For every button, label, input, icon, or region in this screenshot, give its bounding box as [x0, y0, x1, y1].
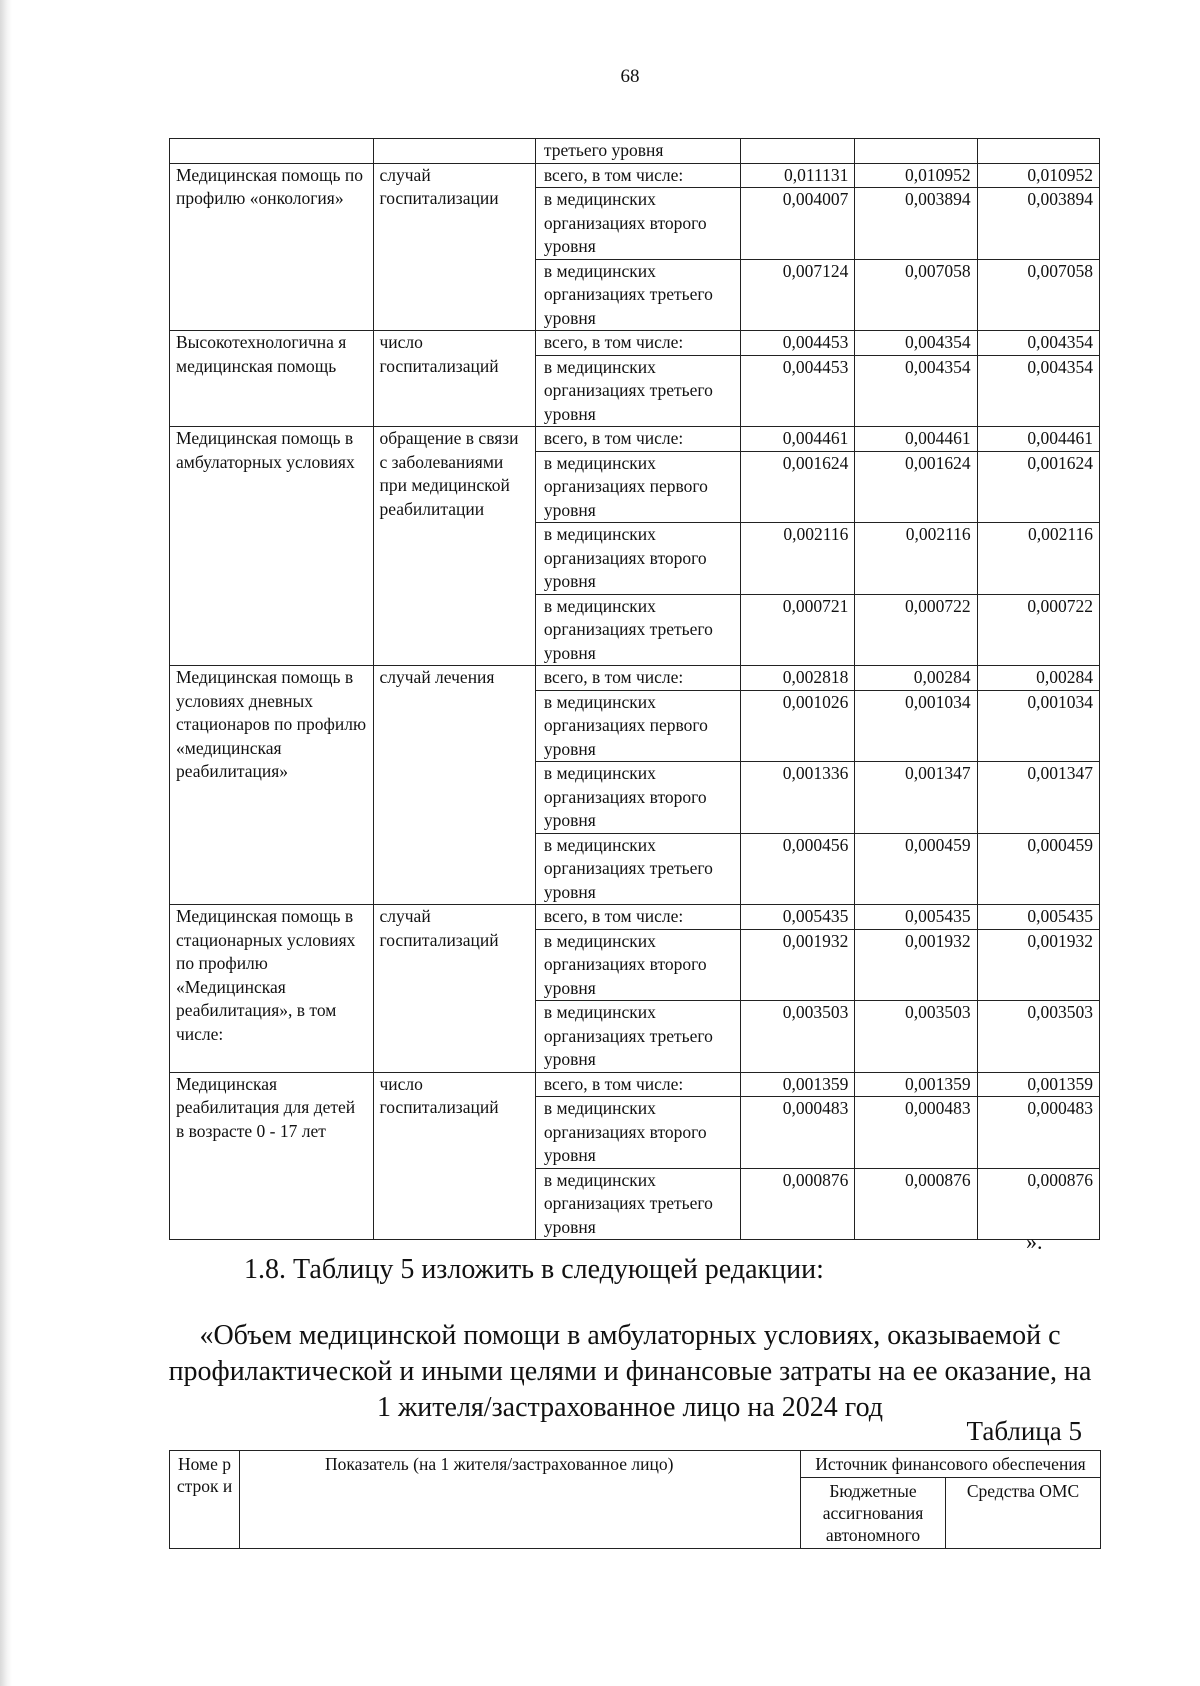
level-cell: в медицинских организациях второго уровня — [535, 929, 741, 1001]
value-cell-1: 0,000483 — [741, 1097, 855, 1169]
value-cell-1: 0,001026 — [741, 690, 855, 762]
level-cell: в медицинских организациях первого уровня — [535, 451, 741, 523]
value-cell-3: 0,000876 — [977, 1168, 1099, 1240]
level-cell: всего, в том числе: — [535, 427, 741, 452]
table5-oms-header: Средства ОМС — [946, 1478, 1101, 1549]
value-cell-3: 0,000459 — [977, 833, 1099, 905]
value-cell-1: 0,007124 — [741, 259, 855, 331]
value-cell-3: 0,004354 — [977, 355, 1099, 427]
value-cell-3: 0,001359 — [977, 1072, 1099, 1097]
continued-volume-table — [169, 138, 1100, 1240]
table5-budget-header: Бюджетные ассигнования автономного — [801, 1478, 946, 1549]
table-row — [170, 163, 1100, 188]
group-name-cell: Медицинская помощь в стационарных условиях по профилю «Медицинская реабилитация», в том числе: — [170, 905, 374, 1073]
unit-cell: случай госпитализаций — [373, 905, 535, 1073]
value-cell-1: 0,001932 — [741, 929, 855, 1001]
value-cell-1: 0,001336 — [741, 762, 855, 834]
value-cell-1: 0,000721 — [741, 594, 855, 666]
value-cell-1: 0,000876 — [741, 1168, 855, 1240]
group-name-cell: Медицинская реабилитация для детей в возрасте 0 - 17 лет — [170, 1072, 374, 1240]
level-cell: всего, в том числе: — [535, 1072, 741, 1097]
value-cell-3: 0,001347 — [977, 762, 1099, 834]
level-cell: в медицинских организациях третьего уровня — [535, 833, 741, 905]
value-cell-2: 0,003894 — [855, 188, 977, 260]
level-cell: всего, в том числе: — [535, 331, 741, 356]
value-cell — [977, 139, 1099, 164]
value-cell-3: 0,004354 — [977, 331, 1099, 356]
value-cell-2: 0,000876 — [855, 1168, 977, 1240]
group-name-cell: Медицинская помощь по профилю «онкология» — [170, 163, 374, 331]
unit-cell: обращение в связи с заболеваниями при медицинской реабилитации — [373, 427, 535, 666]
level-cell: в медицинских организациях первого уровня — [535, 690, 741, 762]
value-cell-2: 0,001347 — [855, 762, 977, 834]
value-cell-3: 0,00284 — [977, 666, 1099, 691]
value-cell-2: 0,001932 — [855, 929, 977, 1001]
group-name-cell: Высокотехнологична я медицинская помощь — [170, 331, 374, 427]
unit-cell: число госпитализаций — [373, 1072, 535, 1240]
value-cell-1: 0,001624 — [741, 451, 855, 523]
value-cell-1: 0,004461 — [741, 427, 855, 452]
level-cell: всего, в том числе: — [535, 163, 741, 188]
value-cell-2: 0,004354 — [855, 355, 977, 427]
level-cell: в медицинских организациях третьего уровня — [535, 1001, 741, 1073]
value-cell-2: 0,000483 — [855, 1097, 977, 1169]
level-cell: в медицинских организациях третьего уровня — [535, 355, 741, 427]
closing-quote: ». — [1026, 1229, 1043, 1254]
value-cell-3: 0,004461 — [977, 427, 1099, 452]
level-cell: в медицинских организациях второго уровня — [535, 762, 741, 834]
table-5 — [169, 1450, 1101, 1549]
value-cell-2: 0,003503 — [855, 1001, 977, 1073]
level-cell: в медицинских организациях второго уровня — [535, 188, 741, 260]
value-cell-2: 0,005435 — [855, 905, 977, 930]
value-cell-3: 0,007058 — [977, 259, 1099, 331]
value-cell-2: 0,001359 — [855, 1072, 977, 1097]
value-cell-3: 0,005435 — [977, 905, 1099, 930]
value-cell-1: 0,004007 — [741, 188, 855, 260]
group-name-cell: Медицинская помощь в амбулаторных условиях — [170, 427, 374, 666]
value-cell-2: 0,000722 — [855, 594, 977, 666]
level-cell: в медицинских организациях второго уровня — [535, 523, 741, 595]
value-cell-1: 0,011131 — [741, 163, 855, 188]
value-cell-3: 0,003894 — [977, 188, 1099, 260]
value-cell-3: 0,010952 — [977, 163, 1099, 188]
unit-cell: число госпитализаций — [373, 331, 535, 427]
value-cell-1: 0,002116 — [741, 523, 855, 595]
unit-cell: случай лечения — [373, 666, 535, 905]
table-row — [170, 1072, 1100, 1097]
value-cell-2: 0,000459 — [855, 833, 977, 905]
value-cell-2: 0,004461 — [855, 427, 977, 452]
group-name-cell: Медицинская помощь в условиях дневных стационаров по профилю «медицинская реабилитация» — [170, 666, 374, 905]
value-cell-3: 0,002116 — [977, 523, 1099, 595]
value-cell-2: 0,001034 — [855, 690, 977, 762]
value-cell-1: 0,001359 — [741, 1072, 855, 1097]
unit-cell: случай госпитализации — [373, 163, 535, 331]
value-cell-3: 0,001624 — [977, 451, 1099, 523]
table5-header-row — [170, 1451, 1101, 1478]
level-cell: всего, в том числе: — [535, 666, 741, 691]
unit-cell — [373, 139, 535, 164]
value-cell-2: 0,002116 — [855, 523, 977, 595]
page-number: 68 — [620, 66, 640, 87]
value-cell-2: 0,00284 — [855, 666, 977, 691]
value-cell-1: 0,000456 — [741, 833, 855, 905]
table-row — [170, 666, 1100, 691]
table5-indicator-header: Показатель (на 1 жителя/застрахованное лицо) — [240, 1451, 801, 1549]
table5-label: Таблица 5 — [966, 1416, 1082, 1446]
section-heading: 1.8. Таблицу 5 изложить в следующей редакции: — [244, 1254, 824, 1285]
value-cell-1: 0,004453 — [741, 355, 855, 427]
value-cell-3: 0,003503 — [977, 1001, 1099, 1073]
level-cell: третьего уровня — [535, 139, 741, 164]
level-cell: всего, в том числе: — [535, 905, 741, 930]
value-cell-1: 0,002818 — [741, 666, 855, 691]
page-edge-shadow — [0, 0, 12, 1686]
table-row — [170, 427, 1100, 452]
table-row — [170, 331, 1100, 356]
value-cell-2: 0,007058 — [855, 259, 977, 331]
value-cell-2: 0,010952 — [855, 163, 977, 188]
value-cell-3: 0,001932 — [977, 929, 1099, 1001]
table5-source-header: Источник финансового обеспечения — [801, 1451, 1101, 1478]
value-cell-3: 0,001034 — [977, 690, 1099, 762]
table-row — [170, 139, 1100, 164]
level-cell: в медицинских организациях третьего уровня — [535, 594, 741, 666]
value-cell-2: 0,004354 — [855, 331, 977, 356]
table-row — [170, 905, 1100, 930]
value-cell-1: 0,004453 — [741, 331, 855, 356]
table5-row-number-header: Номе р строк и — [170, 1451, 240, 1549]
value-cell-1: 0,003503 — [741, 1001, 855, 1073]
value-cell-3: 0,000483 — [977, 1097, 1099, 1169]
level-cell: в медицинских организациях третьего уровня — [535, 1168, 741, 1240]
value-cell — [741, 139, 855, 164]
value-cell — [855, 139, 977, 164]
level-cell: в медицинских организациях третьего уровня — [535, 259, 741, 331]
value-cell-1: 0,005435 — [741, 905, 855, 930]
table5-title: «Объем медицинской помощи в амбулаторных условиях, оказываемой с профилактической и иными целями и финансовые затраты на ее оказание, на 1 жителя/застрахованное лицо на 2024 год — [168, 1320, 1092, 1423]
level-cell: в медицинских организациях второго уровня — [535, 1097, 741, 1169]
group-name-cell — [170, 139, 374, 164]
value-cell-2: 0,001624 — [855, 451, 977, 523]
value-cell-3: 0,000722 — [977, 594, 1099, 666]
